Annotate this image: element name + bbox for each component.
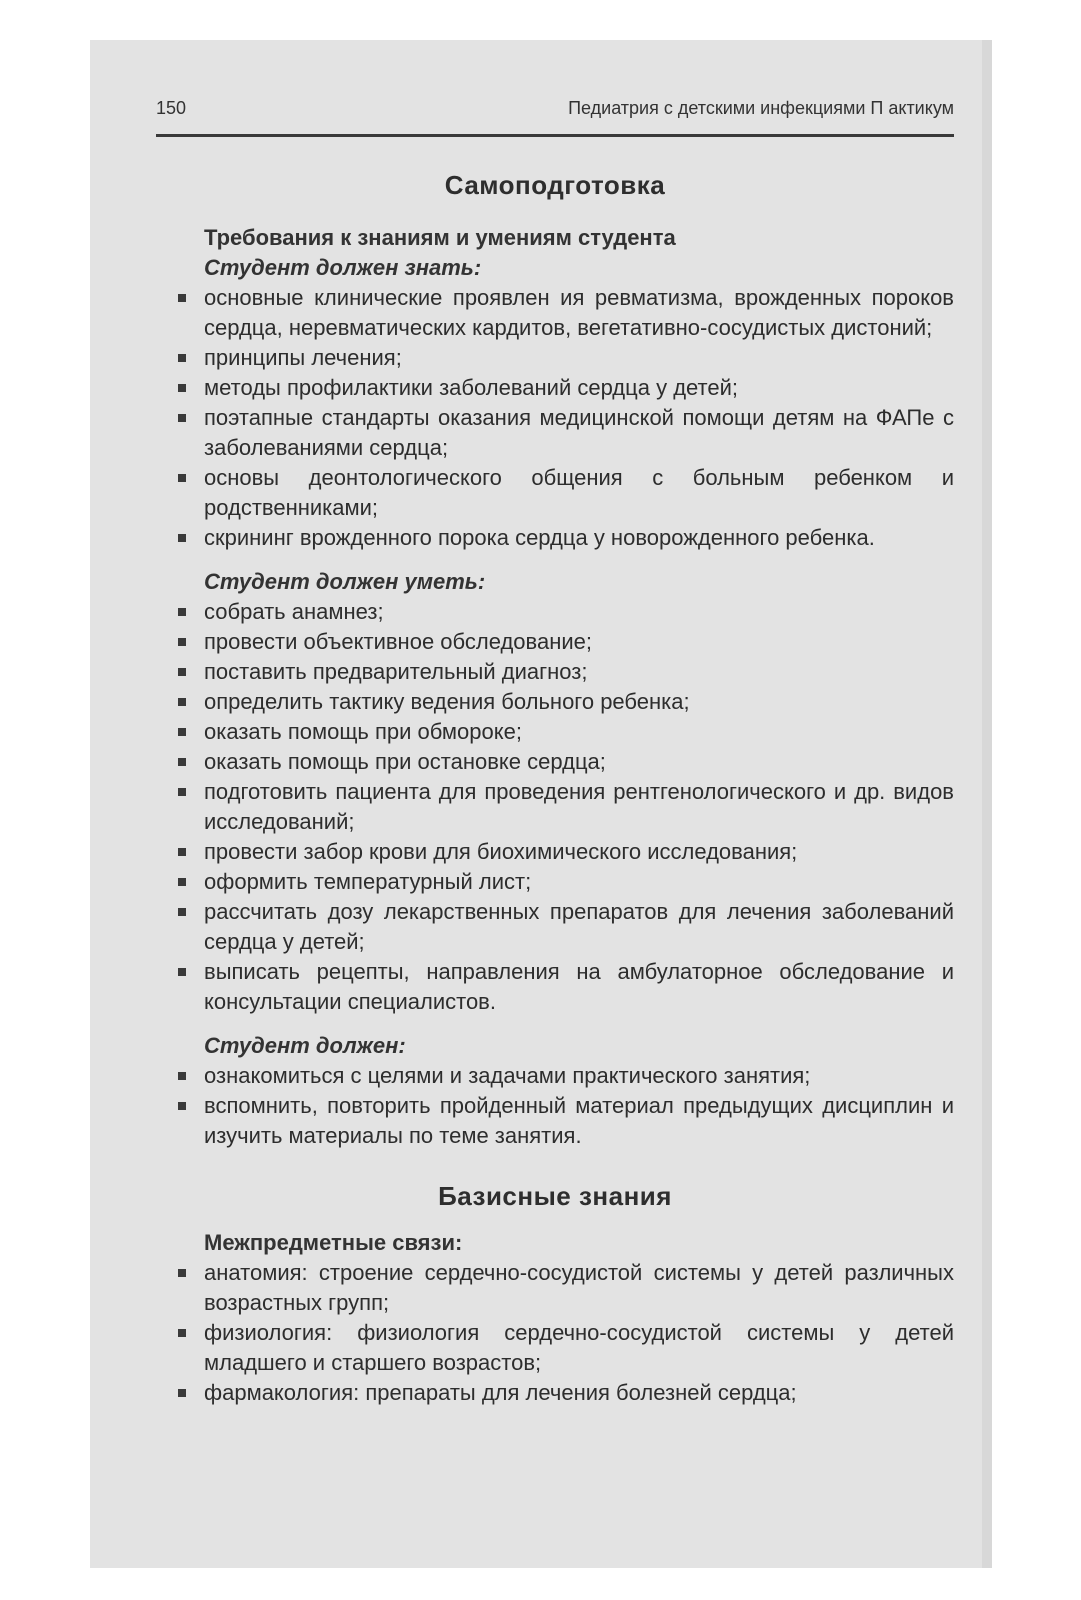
bullet-icon	[178, 638, 186, 646]
list-item: поставить предварительный диагноз;	[156, 657, 954, 687]
page-header	[156, 98, 954, 132]
bullet-icon	[178, 908, 186, 916]
page-number: 150	[156, 98, 187, 118]
bullet-icon	[178, 1102, 186, 1110]
bullet-icon	[178, 698, 186, 706]
list-item: основные клинические проявлен ия ревматизма, врожденных пороков сердца, неревматических кардитов, вегетативно-сосудистых дистоний;	[156, 283, 954, 343]
can-heading: Студент должен уметь:	[204, 569, 486, 594]
section-title-basic-knowledge: Базисные знания	[438, 1181, 672, 1211]
list-item: скрининг врожденного порока сердца у новорожденного ребенка.	[156, 523, 954, 553]
page-content	[156, 170, 954, 1408]
bullet-icon	[178, 968, 186, 976]
header-rule	[156, 134, 954, 137]
list-item: определить тактику ведения больного ребенка;	[156, 687, 954, 717]
bullet-icon	[178, 848, 186, 856]
list-item: физиология: физиология сердечно-сосудистой системы у детей младшего и старшего возрастов;	[156, 1318, 954, 1378]
bullet-icon	[178, 668, 186, 676]
bullet-icon	[178, 608, 186, 616]
list-item: собрать анамнез;	[156, 597, 954, 627]
list-item: оказать помощь при остановке сердца;	[156, 747, 954, 777]
list-item: поэтапные стандарты оказания медицинской помощи детям на ФАПе с заболеваниями сердца;	[156, 403, 954, 463]
bullet-icon	[178, 1072, 186, 1080]
bullet-icon	[178, 1389, 186, 1397]
bullet-icon	[178, 414, 186, 422]
section-title-self-study: Самоподготовка	[444, 170, 666, 200]
bullet-icon	[178, 534, 186, 542]
list-item: анатомия: строение сердечно-сосудистой системы у детей различных возрастных групп;	[156, 1258, 954, 1318]
book-page	[90, 40, 992, 1568]
links-list	[156, 1258, 954, 1408]
bullet-icon	[178, 758, 186, 766]
list-item: основы деонтологического общения с больным ребенком и родственниками;	[156, 463, 954, 523]
list-item: вспомнить, повторить пройденный материал предыдущих дисциплин и изучить материалы по теме занятия.	[156, 1091, 954, 1151]
list-item: ознакомиться с целями и задачами практического занятия;	[156, 1061, 954, 1091]
list-item: выписать рецепты, направления на амбулаторное обследование и консультации специалистов.	[156, 957, 954, 1017]
links-heading: Межпредметные связи:	[204, 1230, 463, 1255]
list-item: фармакология: препараты для лечения болезней сердца;	[156, 1378, 954, 1408]
know-heading: Студент должен знать:	[204, 255, 482, 280]
bullet-icon	[178, 1329, 186, 1337]
list-item: провести забор крови для биохимического исследования;	[156, 837, 954, 867]
must-list	[156, 1061, 954, 1151]
list-item: оказать помощь при обмороке;	[156, 717, 954, 747]
must-heading: Студент должен:	[204, 1033, 406, 1058]
bullet-icon	[178, 384, 186, 392]
list-item: подготовить пациента для проведения рентгенологического и др. видов исследований;	[156, 777, 954, 837]
list-item: рассчитать дозу лекарственных препаратов для лечения заболеваний сердца у детей;	[156, 897, 954, 957]
running-title: Педиатрия с детскими инфекциями П актикум	[568, 98, 954, 118]
bullet-icon	[178, 354, 186, 362]
bullet-icon	[178, 294, 186, 302]
bullet-icon	[178, 728, 186, 736]
bullet-icon	[178, 788, 186, 796]
list-item: методы профилактики заболеваний сердца у детей;	[156, 373, 954, 403]
bullet-icon	[178, 1269, 186, 1277]
can-list	[156, 597, 954, 1017]
list-item: принципы лечения;	[156, 343, 954, 373]
list-item: провести объективное обследование;	[156, 627, 954, 657]
know-list	[156, 283, 954, 553]
requirements-heading: Требования к знаниям и умениям студента	[204, 225, 676, 250]
list-item: оформить температурный лист;	[156, 867, 954, 897]
bullet-icon	[178, 474, 186, 482]
bullet-icon	[178, 878, 186, 886]
